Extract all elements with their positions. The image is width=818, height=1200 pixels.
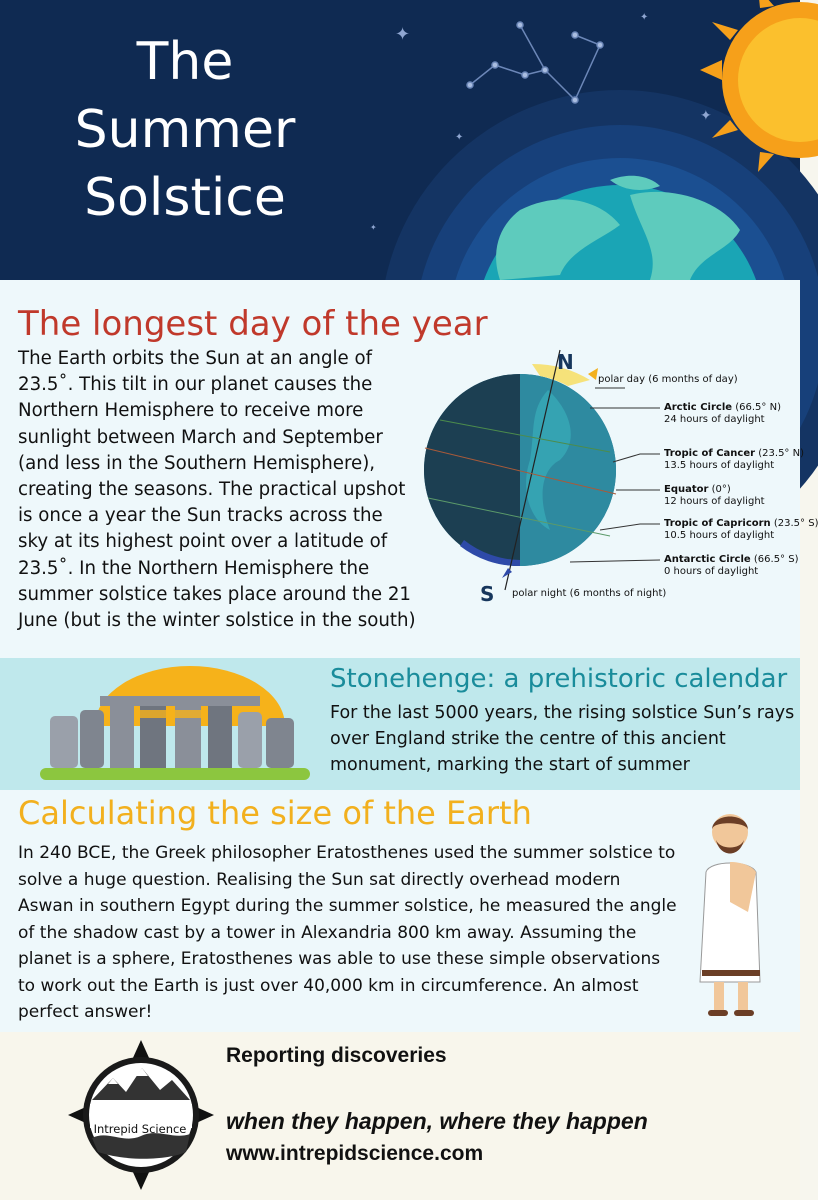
polar-day-label: polar day (6 months of day) xyxy=(598,374,738,385)
title-line-3: Solstice xyxy=(84,168,286,228)
header-banner xyxy=(0,0,800,280)
footer-subline: when they happen, where they happen xyxy=(226,1108,648,1134)
svg-text:✦: ✦ xyxy=(455,132,464,143)
south-pole-label: S xyxy=(480,582,495,606)
eratosthenes-figure-icon xyxy=(688,802,778,1022)
svg-text:✦: ✦ xyxy=(395,24,411,45)
longest-day-body: The Earth orbits the Sun at an angle of 23.5˚. This tilt in our planet causes the Northern Hemisphere to receive more sunlight between March and September (and less in the Southern Hemisphere), creating the seasons. The practical upshot is once a year the Sun tracks across the sky at its highest point over a latitude of 23.5˚. In the Northern Hemisphere the summer solstice takes place around the 21 June (but is the winter solstice in the south) xyxy=(18,348,416,632)
stonehenge-heading: Stonehenge: a prehistoric calendar xyxy=(330,664,788,694)
stonehenge-body: For the last 5000 years, the rising solstice Sun’s rays over England strike the centre of this ancient monument, marking the start of summer xyxy=(330,703,795,775)
logo-text: Intrepid Science xyxy=(93,1122,187,1136)
title-line-1: The xyxy=(136,32,234,92)
section-eratosthenes xyxy=(0,790,800,1032)
latitude-label-arctic: Arctic Circle (66.5° N) 24 hours of daylight xyxy=(664,402,781,425)
svg-text:✦: ✦ xyxy=(700,108,712,124)
north-pole-label: N xyxy=(557,350,574,374)
page-title xyxy=(55,28,315,232)
eratosthenes-heading: Calculating the size of the Earth xyxy=(18,794,532,832)
footer-url-link[interactable]: www.intrepidscience.com xyxy=(226,1142,484,1165)
latitude-label-capricorn: Tropic of Capricorn (23.5° S) 10.5 hours of daylight xyxy=(664,518,818,541)
tilted-earth-diagram xyxy=(420,350,818,624)
latitude-label-equator: Equator (0°) 12 hours of daylight xyxy=(664,484,765,507)
footer-tagline: Reporting discoveries xyxy=(226,1044,447,1067)
svg-text:✦: ✦ xyxy=(640,12,649,23)
eratosthenes-body: In 240 BCE, the Greek philosopher Eratosthenes used the summer solstice to solve a huge question. Realising the Sun sat directly overhead modern Aswan in southern Egypt during the summer solstice, he measured the angle of the shadow cast by a tower in Alexandria 800 km away. Assuming the planet is a sphere, Eratosthenes was able to use these simple observations to work out the Earth is just over 40,000 km in circumference. An almost perfect answer! xyxy=(18,843,677,1022)
latitude-label-cancer: Tropic of Cancer (23.5° N) 13.5 hours of daylight xyxy=(664,448,804,471)
section-longest-day xyxy=(0,280,818,658)
latitude-label-antarctic: Antarctic Circle (66.5° S) 0 hours of daylight xyxy=(664,554,799,577)
intrepid-science-logo xyxy=(68,1040,214,1190)
constellation-icon xyxy=(467,22,603,103)
footer xyxy=(0,1032,800,1200)
longest-day-heading: The longest day of the year xyxy=(18,304,488,344)
title-line-2: Summer xyxy=(74,100,296,160)
polar-night-label: polar night (6 months of night) xyxy=(512,588,667,599)
section-stonehenge xyxy=(0,658,800,790)
svg-text:✦: ✦ xyxy=(370,223,377,232)
stonehenge-icon xyxy=(40,666,310,786)
